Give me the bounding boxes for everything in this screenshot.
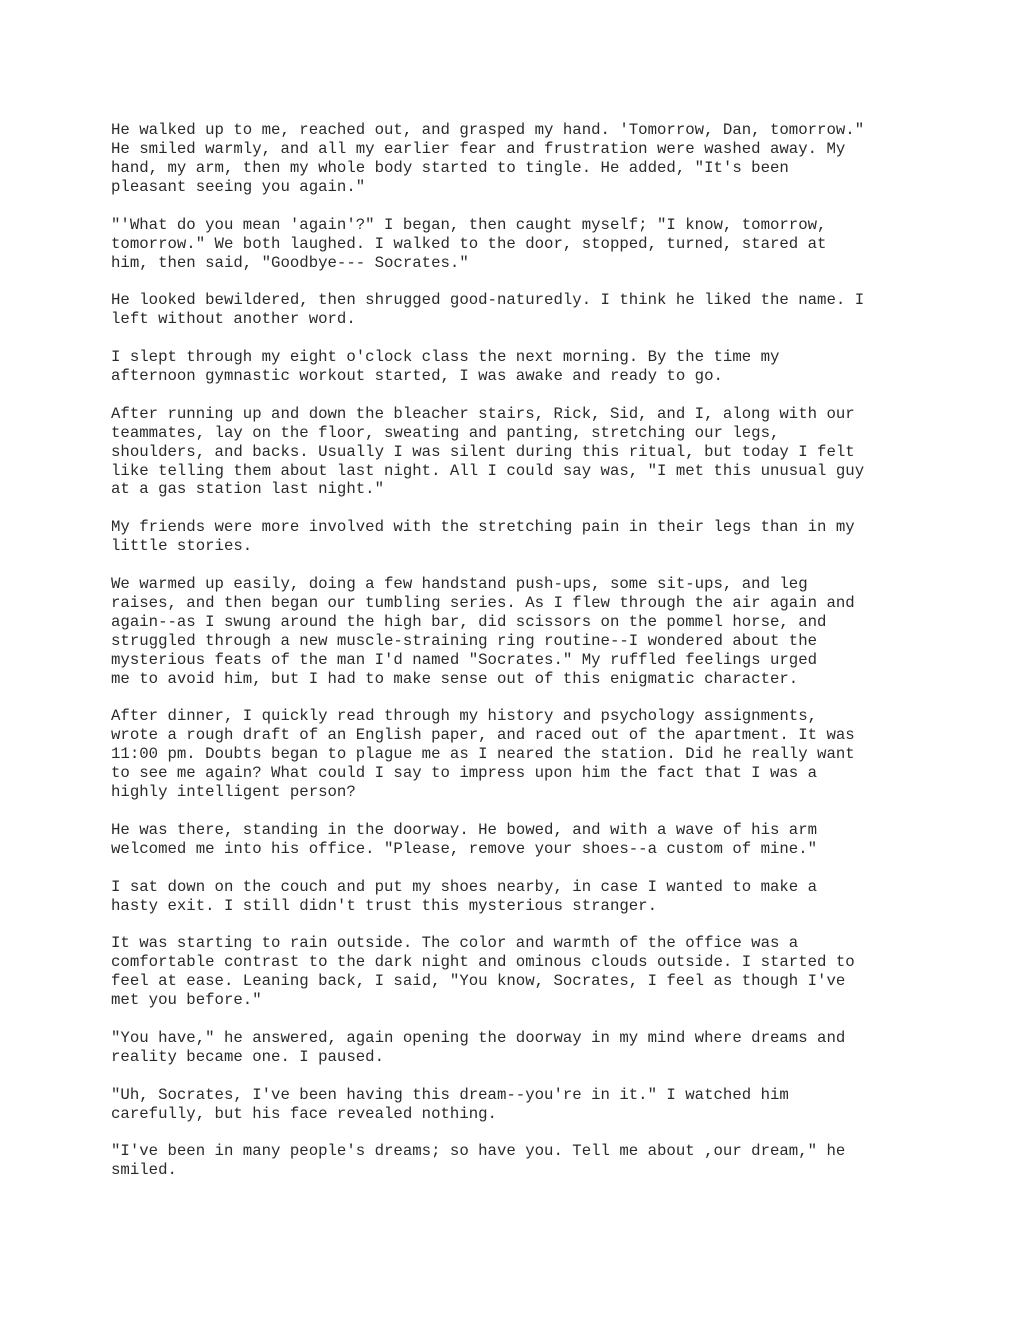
paragraph-4: I slept through my eight o'clock class the next morning. By the time my afternoon gymnastic workout started, I was awake and ready to go. [111, 347, 780, 385]
paragraph-12: "You have," he answered, again opening the doorway in my mind where dreams and reality became one. I paused. [111, 1029, 846, 1066]
paragraph-8: After dinner, I quickly read through my history and psychology assignments, wrote a rough draft of an English paper, and raced out of the apartment. It was 11:00 pm. Doubts began to plague me as I neared the station. Did he really want to see me again? What could I say to impress upon him the fact that I was a highly intelligent person? [111, 707, 855, 802]
paragraph-9: He was there, standing in the doorway. He bowed, and with a wave of his arm welcomed me into his office. "Please, remove your shoes--a custom of mine." [111, 821, 818, 858]
paragraph-11: It was starting to rain outside. The color and warmth of the office was a comfortable contrast to the dark night and ominous clouds outside. I started to feel at ease. Leaning back, I said, "You know, Socrates, I feel as though I've met you before." [111, 934, 855, 1010]
document-page [111, 121, 971, 1199]
paragraph-5: After running up and down the bleacher stairs, Rick, Sid, and I, along with our teammates, lay on the floor, sweating and panting, stretching our legs, shoulders, and backs. Usually I was silent during this ritual, but today I felt like telling them about last night. All I could say was, "I met this unusual guy at a gas station last night." [111, 404, 865, 499]
paragraph-1: He walked up to me, reached out, and grasped my hand. 'Tomorrow, Dan, tomorrow." He smiled warmly, and all my earlier fear and frustration were washed away. My hand, my arm, then my whole body started to tingle. He added, "It's been pleasant seeing you again." [111, 121, 865, 196]
paragraph-6: My friends were more involved with the stretching pain in their legs than in my little stories. [111, 518, 855, 556]
paragraph-3: He looked bewildered, then shrugged good-naturedly. I think he liked the name. I left without another word. [111, 291, 865, 329]
paragraph-10: I sat down on the couch and put my shoes nearby, in case I wanted to make a hasty exit. I still didn't trust this mysterious stranger. [111, 877, 818, 915]
paragraph-14: "I've been in many people's dreams; so have you. Tell me about ,our dream," he smiled. [111, 1142, 846, 1180]
paragraph-2: "'What do you mean 'again'?" I began, then caught myself; "I know, tomorrow, tomorrow." We both laughed. I walked to the door, stopped, turned, stared at him, then said, "Goodbye--- Socrates." [111, 215, 827, 272]
paragraph-7: We warmed up easily, doing a few handstand push-ups, some sit-ups, and leg raises, and then began our tumbling series. As I flew through the air again and again--as I swung around the high bar, did scissors on the pommel horse, and struggled through a new muscle-straining ring routine--I wondered about the mysterious feats of the man I'd named "Socrates." My ruffled feelings urged me to avoid him, but I had to make sense out of this enigmatic character. [111, 574, 855, 688]
paragraph-13: "Uh, Socrates, I've been having this dream--you're in it." I watched him carefully, but his face revealed nothing. [111, 1085, 789, 1123]
